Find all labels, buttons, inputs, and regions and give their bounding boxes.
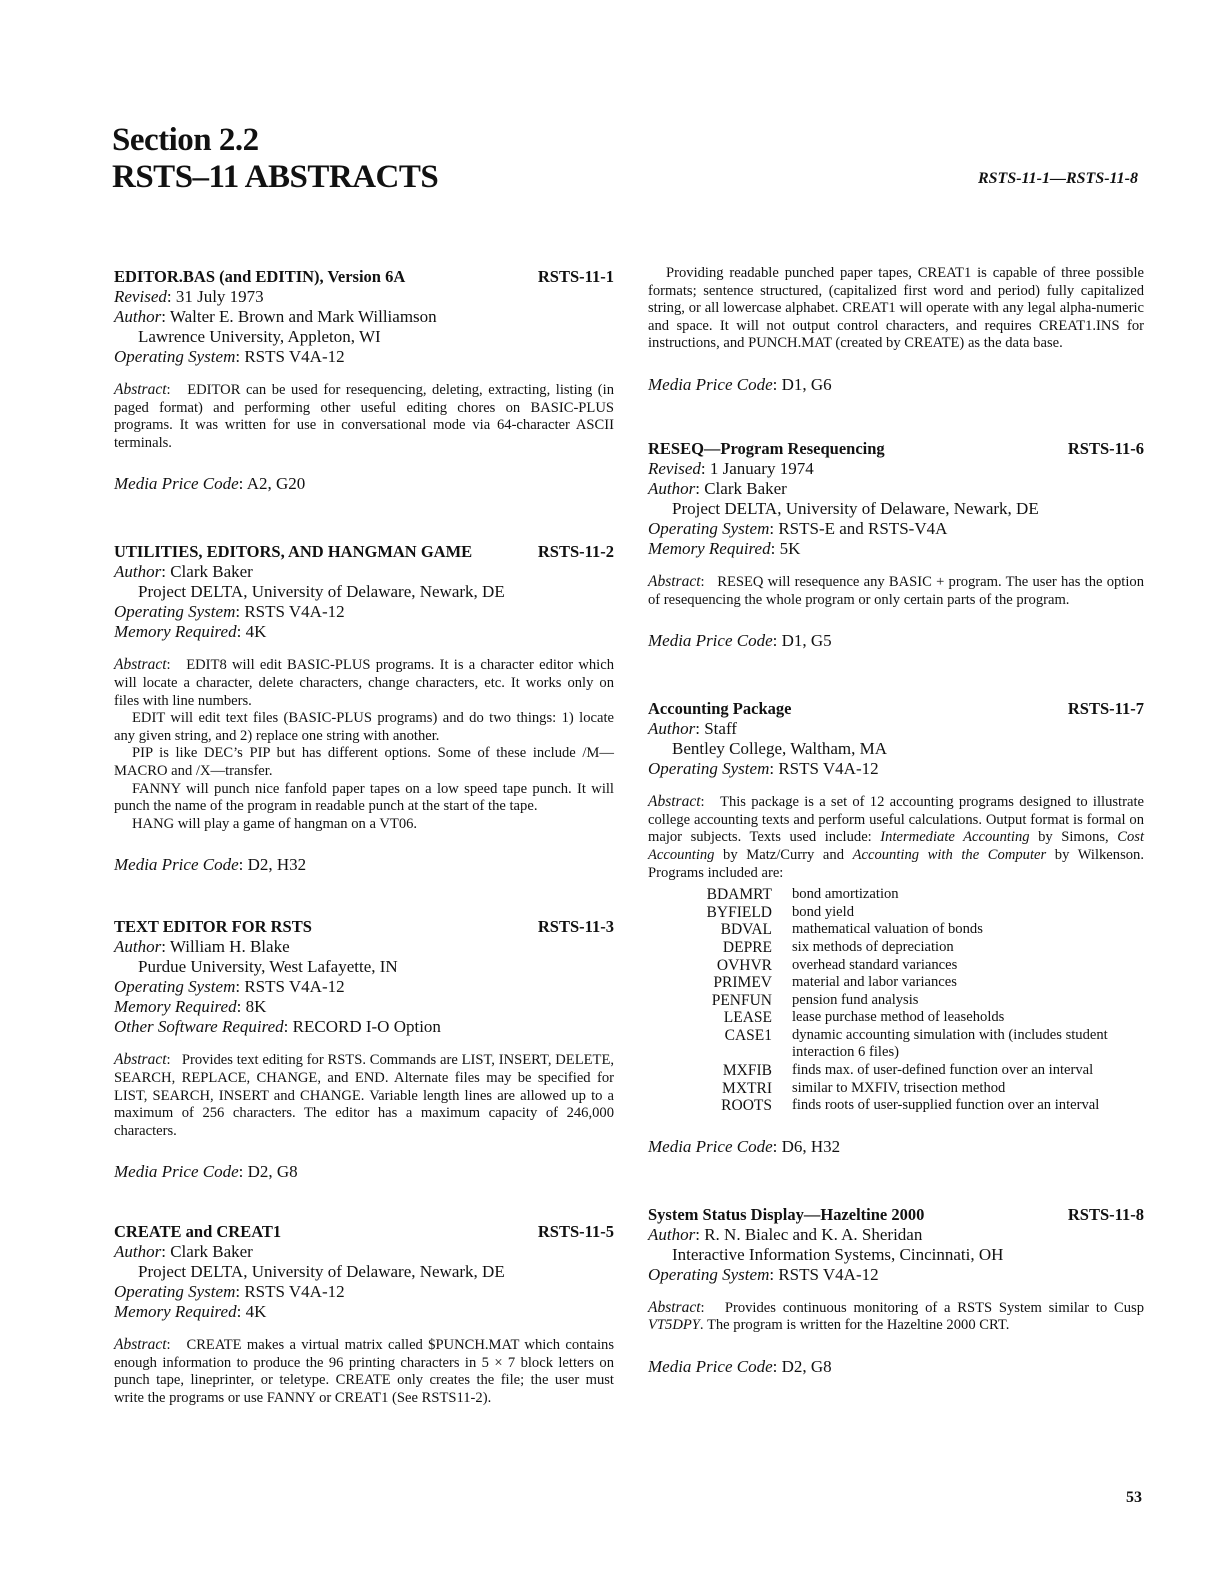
author-field: Author: R. N. Bialec and K. A. Sheridan — [648, 1224, 923, 1244]
entry-rsts-11-6 — [648, 439, 1144, 651]
section-title: RSTS–11 ABSTRACTS — [112, 159, 439, 195]
media-price-code: Media Price Code: D2, H32 — [114, 855, 307, 875]
entry-rsts-11-5 — [114, 1222, 614, 1407]
program-name: MXFIB — [722, 1062, 772, 1080]
os-field: Operating System: RSTS V4A-12 — [114, 977, 345, 997]
program-description: dynamic accounting simulation with (includes student interaction 6 files) — [792, 1026, 1108, 1061]
program-description: finds roots of user-supplied function over an interval — [792, 1097, 1100, 1114]
program-name: LEASE — [723, 1009, 772, 1027]
program-name: DEPRE — [722, 938, 772, 956]
entry-code: RSTS-11-2 — [537, 542, 614, 562]
entry-title: System Status Display—Hazeltine 2000 — [648, 1204, 925, 1224]
affiliation: Lawrence University, Appleton, WI — [138, 327, 381, 346]
program-name: MXTRI — [722, 1079, 772, 1097]
entry-heading — [114, 542, 614, 562]
os-field: Operating System: RSTS V4A-12 — [114, 602, 345, 622]
program-description: bond amortization — [792, 886, 899, 903]
author-field: Author: Clark Baker — [114, 1242, 253, 1262]
os-field: Operating System: RSTS V4A-12 — [114, 1282, 345, 1302]
program-row — [688, 886, 1144, 904]
program-description: overhead standard variances — [792, 956, 958, 973]
entry-title: UTILITIES, EDITORS, AND HANGMAN GAME — [114, 542, 473, 562]
program-row — [688, 1080, 1144, 1098]
entry-code: RSTS-11-1 — [537, 267, 614, 286]
abstract: Abstract: Provides continuous monitoring of a RSTS System similar to Cusp VT5DPY. The program is written for the Hazeltine 2000 CRT. — [648, 1298, 1145, 1334]
program-row — [688, 974, 1144, 992]
media-price-code: Media Price Code: D2, G8 — [114, 1162, 298, 1182]
program-row — [688, 1062, 1144, 1080]
affiliation: Purdue University, West Lafayette, IN — [138, 957, 398, 977]
entry-rsts-11-7 — [648, 699, 1144, 1157]
entry-rsts-11-8 — [648, 1205, 1144, 1377]
program-name: OVHVR — [716, 956, 772, 974]
entry-rsts-11-5-continued — [648, 265, 1144, 395]
program-row — [688, 1097, 1144, 1115]
program-row — [688, 904, 1144, 922]
abstract: Abstract: EDITOR can be used for resequencing, deleting, extracting, listing (in paged format) and performing other useful editing chores on BASIC-PLUS programs. It was written for use in conversational mode via 64-character ASCII terminals. — [114, 381, 615, 451]
entry-code: RSTS-11-3 — [537, 917, 614, 937]
entry-heading — [114, 267, 614, 287]
entry-rsts-11-1 — [114, 267, 614, 494]
affiliation: Bentley College, Waltham, MA — [672, 739, 888, 759]
os-field: Operating System: RSTS-E and RSTS-V4A — [648, 518, 948, 538]
program-list — [688, 886, 1144, 1115]
affiliation: Interactive Information Systems, Cincinnati, OH — [672, 1244, 1004, 1264]
page-number: 53 — [1126, 1489, 1142, 1506]
program-description: pension fund analysis — [792, 991, 919, 1008]
author-field: Author: Clark Baker — [114, 562, 253, 582]
program-name: PRIMEV — [713, 974, 772, 992]
affiliation: Project DELTA, University of Delaware, Newark, DE — [138, 1262, 505, 1282]
program-name: CASE1 — [724, 1026, 772, 1044]
revised-field: Revised: 31 July 1973 — [114, 287, 264, 306]
entry-rsts-11-2 — [114, 542, 614, 875]
left-column — [114, 267, 614, 1408]
entry-title: TEXT EDITOR FOR RSTS — [114, 917, 312, 937]
program-row — [688, 1009, 1144, 1027]
abstract: Abstract: This package is a set of 12 accounting programs designed to illustrate college accounting texts and perform useful calculations. Output format is formal on major subjects. Texts used include: Intermediate Accounting by Simons, Cost Accounting by Matz/Curry and Accounting with the Computer by Wilkenson. Programs included are: — [648, 793, 1144, 881]
media-price-code: Media Price Code: D1, G5 — [648, 631, 832, 651]
program-description: finds max. of user-defined function over an interval — [792, 1062, 1094, 1079]
abstract-range: RSTS-11-1—RSTS-11-8 — [977, 170, 1138, 187]
media-price-code: Media Price Code: D6, H32 — [648, 1136, 841, 1156]
program-name: ROOTS — [721, 1097, 772, 1115]
memory-field: Memory Required: 4K — [114, 622, 267, 642]
media-price-code: Media Price Code: D1, G6 — [648, 374, 832, 394]
program-row — [688, 939, 1144, 957]
author-field: Author: Clark Baker — [648, 478, 787, 498]
os-field: Operating System: RSTS V4A-12 — [114, 347, 345, 366]
os-field: Operating System: RSTS V4A-12 — [648, 1264, 879, 1284]
entry-heading — [648, 1205, 1144, 1225]
program-row — [688, 921, 1144, 939]
program-description: six methods of depreciation — [792, 938, 954, 955]
section-number: Section 2.2 — [112, 122, 259, 158]
entry-code: RSTS-11-8 — [1067, 1204, 1144, 1224]
memory-field: Memory Required: 5K — [648, 538, 801, 558]
entry-heading — [648, 699, 1144, 719]
entry-heading — [114, 1222, 614, 1242]
program-description: lease purchase method of leaseholds — [792, 1009, 1005, 1026]
entry-heading — [114, 917, 614, 937]
entry-code: RSTS-11-5 — [537, 1222, 614, 1242]
program-row — [688, 1027, 1144, 1062]
program-name: BYFIELD — [706, 903, 772, 921]
affiliation: Project DELTA, University of Delaware, Newark, DE — [138, 582, 505, 602]
right-column — [648, 265, 1144, 1377]
entry-code: RSTS-11-6 — [1067, 438, 1144, 458]
author-field: Author: Staff — [648, 719, 737, 739]
abstract: Abstract: Provides text editing for RSTS. Commands are LIST, INSERT, DELETE, SEARCH, REPLACE, CHANGE, and END. Alternate files may be specified for LIST, SEARCH, INSERT and CHANGE. Variable length lines are allowed up to a maximum of 256 characters. The editor has a maximum capacity of 246,000 characters. — [114, 1051, 615, 1139]
entry-title: CREATE and CREAT1 — [114, 1222, 282, 1242]
program-description: mathematical valuation of bonds — [792, 921, 983, 938]
entry-title: Accounting Package — [648, 699, 792, 719]
abstract-continued: Providing readable punched paper tapes, CREAT1 is capable of three possible formats; sentence structured, (capitalized first word and period) fully capitalized string, or all lowercase alphabet. CREAT1 will operate with any legal alpha-numeric and space. It will not output control characters, and requires CREAT1.INS for instructions, and PUNCH.MAT (created by CREATE) as the data base. — [648, 265, 1144, 352]
entry-heading — [648, 439, 1144, 459]
entry-rsts-11-3 — [114, 917, 614, 1182]
revised-field: Revised: 1 January 1974 — [648, 458, 814, 478]
abstract: Abstract: RESEQ will resequence any BASIC + program. The user has the option of resequencing the whole program or only certain parts of the program. — [648, 572, 1145, 608]
program-row — [688, 992, 1144, 1010]
abstract: Abstract: CREATE makes a virtual matrix called $PUNCH.MAT which contains enough information to produce the 96 printing characters in 5 × 7 block letters on punch tape, lineprinter, or teletype. CREATE only creates the file; the user must write the programs or use FANNY or CREAT1 (See RSTS11-2). — [114, 1336, 614, 1407]
entry-title: RESEQ—Program Resequencing — [648, 438, 885, 458]
media-price-code: Media Price Code: A2, G20 — [114, 474, 306, 494]
media-price-code: Media Price Code: D2, G8 — [648, 1357, 832, 1377]
memory-field: Memory Required: 4K — [114, 1302, 267, 1322]
abstract: Abstract: EDIT8 will edit BASIC-PLUS programs. It is a character editor which will locate a character, delete characters, change characters, etc. It works only on files with line numbers. EDIT will edit text files (BASIC-PLUS programs) and do two things: 1) locate any given string, and 2) replace one string with another. PIP is like DEC’s PIP but has different options. Some of these include /M—MACRO and /X—transfer. FANNY will punch nice fanfold paper tapes on a low speed tape punch. It will punch the name of the program in readable punch at the start of the tape. HANG will play a game of hangman on a VT06. — [114, 656, 615, 832]
os-field: Operating System: RSTS V4A-12 — [648, 759, 879, 779]
program-row — [688, 957, 1144, 975]
program-name: BDVAL — [720, 921, 772, 939]
program-name: PENFUN — [711, 991, 772, 1009]
program-description: similar to MXFIV, trisection method — [792, 1079, 1006, 1096]
program-name: BDAMRT — [706, 886, 772, 904]
entry-title: EDITOR.BAS (and EDITIN), Version 6A — [114, 267, 406, 286]
program-description: bond yield — [792, 903, 855, 920]
memory-field: Memory Required: 8K — [114, 997, 267, 1017]
other-software-field: Other Software Required: RECORD I-O Option — [114, 1017, 441, 1037]
author-field: Author: Walter E. Brown and Mark Williamson — [114, 307, 437, 326]
entry-code: RSTS-11-7 — [1067, 699, 1144, 719]
author-field: Author: William H. Blake — [114, 937, 290, 957]
program-description: material and labor variances — [792, 974, 957, 991]
affiliation: Project DELTA, University of Delaware, Newark, DE — [672, 498, 1039, 518]
